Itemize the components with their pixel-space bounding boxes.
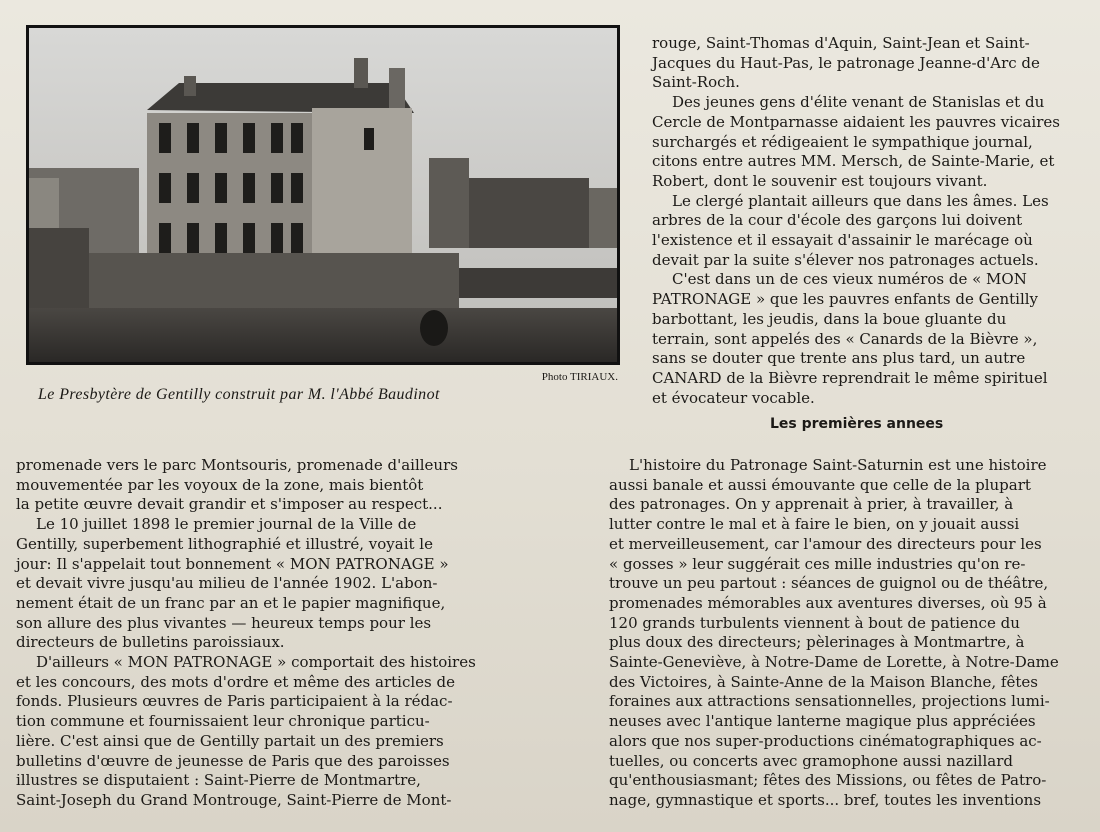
text-line: Le 10 juillet 1898 le premier journal de la Ville de [36,515,417,534]
presbytery-photo-image [29,28,617,362]
text-line: foraines aux attractions sensationnelles, projections lumi- [609,692,1050,711]
text-line: plus doux des directeurs; pèlerinages à Montmartre, à [609,633,1025,652]
text-line: et merveilleusement, car l'amour des directeurs pour les [609,534,1042,553]
text-line: Robert, dont le souvenir est toujours vivant. [652,171,988,190]
text-line: promenade vers le parc Montsouris, promenade d'ailleurs [16,456,458,474]
text-line: Cercle de Montparnasse aidaient les pauvres vicaires [652,112,1060,131]
text-line: des patronages. On y apprenait à prier, à travailler, à [609,495,1014,514]
text-line: Sainte-Geneviève, à Notre-Dame de Lorette, à Notre-Dame [609,653,1059,672]
text-line: devait par la suite s'élever nos patronages actuels. [652,250,1039,269]
text-line: qu'enthousiasmant; fêtes des Missions, ou fêtes de Patro- [609,771,1047,790]
text-line: D'ailleurs « MON PATRONAGE » comportait des histoires [36,653,476,672]
text-line: Gentilly, superbement lithographié et illustré, voyait le [16,534,433,553]
text-line: jour: Il s'appelait tout bonnement « MON PATRONAGE » [16,554,449,573]
text-line: bulletins d'œuvre de jeunesse de Paris que des paroisses [16,751,450,770]
text-line: directeurs de bulletins paroissiaux. [16,633,285,652]
text-line: 120 grands turbulents viennent à bout de patience du [609,613,1020,632]
text-line: sans se douter que trente ans plus tard, un autre [652,349,1026,368]
text-line: Le clergé plantait ailleurs que dans les âmes. Les [672,191,1049,210]
text-line: L'histoire du Patronage Saint-Saturnin est une histoire [629,456,1047,474]
presbytery-photo [26,25,620,365]
text-line: la petite œuvre devait grandir et s'imposer au respect... [16,495,443,514]
text-line: Des jeunes gens d'élite venant de Stanislas et du [672,93,1045,112]
text-line: CANARD de la Bièvre reprendrait le même spirituel [652,368,1048,387]
text-line: C'est dans un de ces vieux numéros de « MON [672,270,1027,289]
right-column-top [652,34,1078,408]
text-line: tuelles, ou concerts avec gramophone aussi nazillard [609,751,1013,770]
text-line: aussi banale et aussi émouvante que celle de la plupart [609,475,1031,494]
text-line: illustres se disputaient : Saint-Pierre de Montmartre, [16,771,421,790]
text-line: Saint-Joseph du Grand Montrouge, Saint-Pierre de Mont- [16,790,452,809]
text-line: lutter contre le mal et à faire le bien, on y jouait aussi [609,515,1020,534]
text-line: arbres de la cour d'école des garçons lui doivent [652,211,1023,230]
text-line: Saint-Roch. [652,73,740,92]
text-line: citons entre autres MM. Mersch, de Sainte-Marie, et [652,152,1055,171]
text-line: surchargés et rédigeaient le sympathique journal, [652,132,1033,151]
text-line: et les concours, des mots d'ordre et même des articles de [16,672,455,691]
right-column-body [609,456,1081,811]
text-line: neuses avec l'antique lanterne magique plus appréciées [609,712,1036,731]
text-line: « gosses » leur suggérait ces mille industries qu'on re- [609,554,1026,573]
text-line: tion commune et fournissaient leur chronique particu- [16,712,430,731]
text-line: nage, gymnastique et sports... bref, toutes les inventions [609,790,1042,809]
text-line: et devait vivre jusqu'au milieu de l'année 1902. L'abon- [16,574,438,593]
text-line: Jacques du Haut-Pas, le patronage Jeanne-d'Arc de [652,53,1040,72]
text-line: fonds. Plusieurs œuvres de Paris participaient à la rédac- [16,692,453,711]
text-line: l'existence et il essayait d'assainir le marécage où [652,231,1033,250]
section-heading: Les premières annees [770,416,944,432]
text-line: promenades mémorables aux aventures diverses, où 95 à [609,593,1047,612]
text-line: mouvementée par les voyoux de la zone, mais bientôt [16,475,424,494]
text-line: terrain, sont appelés des « Canards de la Bièvre », [652,329,1038,348]
photo-caption: Le Presbytère de Gentilly construit par M. l'Abbé Baudinot [38,386,440,403]
text-line: trouve un peu partout : séances de guignol ou de théâtre, [609,574,1049,593]
text-line: et évocateur vocable. [652,388,815,407]
text-line: alors que nos super-productions cinématographiques ac- [609,731,1042,750]
text-line: des Victoires, à Sainte-Anne de la Maison Blanche, fêtes [609,672,1038,691]
text-line: nement était de un franc par an et le papier magnifique, [16,593,446,612]
text-line: barbottant, les jeudis, dans la boue gluante du [652,309,1007,328]
text-line: rouge, Saint-Thomas d'Aquin, Saint-Jean et Saint- [652,34,1030,52]
text-line: lière. C'est ainsi que de Gentilly partait un des premiers [16,731,444,750]
left-column-body [16,456,488,811]
photo-credit: Photo TIRIAUX. [541,371,618,383]
text-line: PATRONAGE » que les pauvres enfants de Gentilly [652,290,1039,309]
text-line: son allure des plus vivantes — heureux temps pour les [16,613,432,632]
